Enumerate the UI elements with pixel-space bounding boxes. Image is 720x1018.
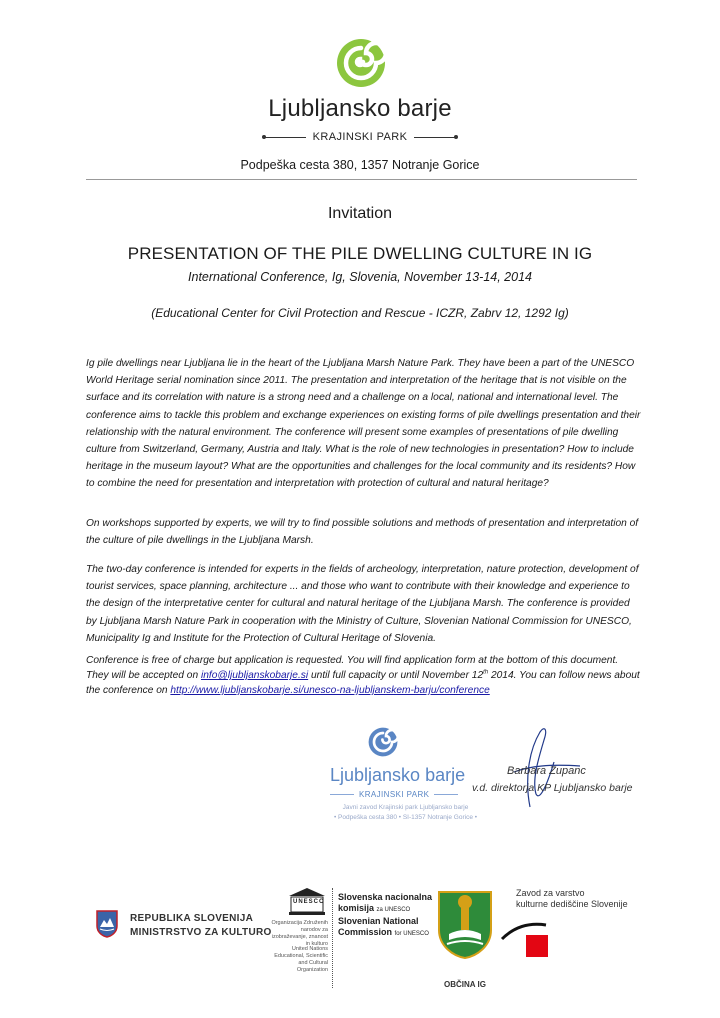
- zvkds-logo-icon: [500, 915, 560, 963]
- park-logo-icon: [336, 38, 386, 88]
- invitation-label: Invitation: [327, 205, 393, 222]
- ministry-line-1: REPUBLIKA SLOVENIJA: [130, 913, 254, 924]
- unesco-divider: [332, 888, 334, 988]
- unesco-sl-line-2: komisija za UNESCO: [338, 903, 411, 913]
- stamp-line-2: • Podpeška cesta 380 • SI-1357 Notranje Gorice •: [333, 814, 478, 821]
- slovenia-coat-of-arms-icon: [96, 910, 118, 938]
- ministry-line-2: MINISTRSTVO ZA KULTURO: [130, 927, 272, 938]
- signatory-name: Barbara Zupanc: [507, 765, 586, 777]
- email-link[interactable]: info@ljubljanskobarje.si: [200, 670, 309, 681]
- address: Podpeška cesta 380, 1357 Notranje Gorice: [240, 158, 480, 172]
- zvkds-line-2: kulturne dediščine Slovenije: [516, 899, 628, 909]
- page-title: PRESENTATION OF THE PILE DWELLING CULTURE IN IG: [127, 244, 593, 263]
- logo-title: Ljubljansko barje: [268, 95, 452, 122]
- stamp-title: Ljubljansko barje: [330, 765, 466, 785]
- body-paragraph-2: On workshops supported by experts, we will try to find possible solutions and methods of presentation and interpretation of the culture of pile dwellings in the Ljubljana Marsh.: [86, 518, 639, 547]
- unesco-org-en: United Nations Educational, Scientific and Cultural Organization: [274, 946, 328, 973]
- unesco-word: UNESCO: [293, 899, 325, 905]
- signatory-role: v.d. direktorja KP Ljubljansko barje: [472, 782, 633, 794]
- stamp-line-1: Javni zavod Krajinski park Ljubljansko barje: [342, 804, 469, 811]
- unesco-en-line-2: Commission for UNESCO: [338, 927, 429, 937]
- unesco-sl-line-1: Slovenska nacionalna: [338, 892, 433, 902]
- logo-subtitle: KRAJINSKI PARK: [0, 131, 720, 143]
- obcina-ig-crest-icon: [437, 890, 493, 960]
- obcina-ig-label: OBČINA IG: [444, 980, 486, 989]
- zvkds-line-1: Zavod za varstvo: [516, 888, 585, 898]
- body-paragraph-1: Ig pile dwellings near Ljubljana lie in the heart of the Ljubljana Marsh Nature Park. They have been a part of the UNESCO World Heritage serial nomination since 2011. The presentation and interpretation of the heritage that is not visible on the surface and its correlation with nature is a strong need and a challenge on a local, national and international level. The conference aims to tackle this problem and exchange experiences on existing forms of pile dwellings presentation and their relationship with the natural environment. The conference will present some examples of presentations of pile dwelling culture from Switzerland, Germany, Austria and Italy. What is the role of new technologies in presentation? How to include heritage in the museum layout? What are the opportunities and challenges for the local community and its residents? How to combine the need for presentation and interpretation with protection of cultural and natural heritage?: [86, 358, 641, 490]
- stamp-subtitle: KRAJINSKI PARK: [330, 790, 458, 799]
- body-paragraph-3: The two-day conference is intended for experts in the fields of archeology, interpretation, nature protection, development of tourist services, space planning, architecture ... and those who want to contribute with their knowledge and experience to the design of the interpretative center for cultural and natural heritage of the Ljubljana Marsh. The conference is provided by Ljubljana Marsh Nature Park in cooperation with the Ministry of Culture, Slovenian National Commission for UNESCO, Municipality Ig and Institute for the Protection of Cultural Heritage of Slovenia.: [86, 564, 639, 644]
- unesco-en-line-1: Slovenian National: [338, 916, 419, 926]
- conference-subtitle: International Conference, Ig, Slovenia, November 13-14, 2014: [188, 270, 532, 284]
- body-paragraph-4: Conference is free of charge but application is requested. You will find application form at the bottom of this document. They will be accepted on info@ljubljanskobarje.si until full capacity or until November 12th 2014. You can follow news about the conference on http://www.ljubljanskobarje.si/unesco-na-ljubljanskem-barju/conference: [86, 655, 640, 696]
- header-divider: [86, 179, 637, 180]
- venue: (Educational Center for Civil Protection and Rescue - ICZR, Zabrv 12, 1292 Ig): [151, 306, 569, 320]
- conference-url-link[interactable]: http://www.ljubljanskobarje.si/unesco-na-ljubljanskem-barju/conference: [170, 685, 490, 696]
- unesco-org-sl: Organizacija Združenih narodov za izobraževanje, znanost in kulturo: [271, 920, 328, 947]
- stamp-logo-icon: [368, 727, 398, 757]
